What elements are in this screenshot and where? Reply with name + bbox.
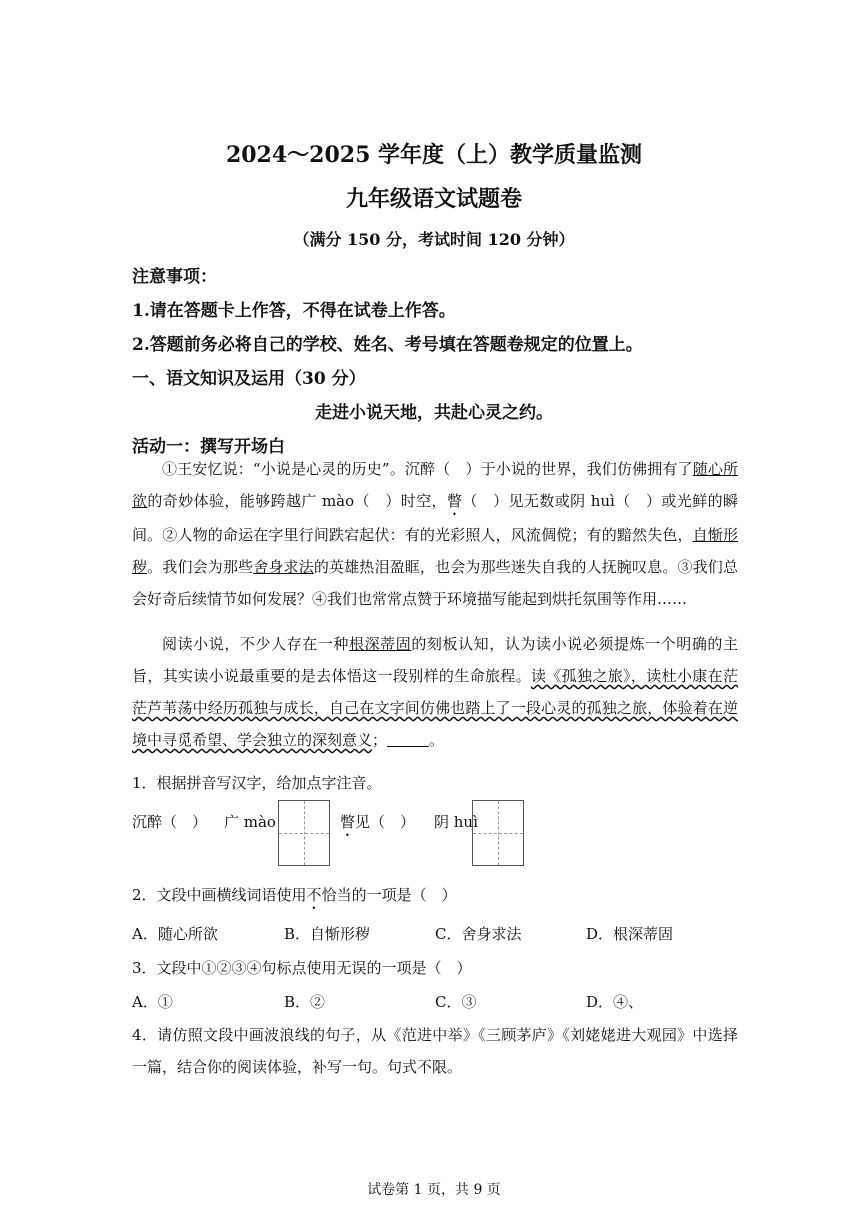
answer-blank[interactable] <box>387 731 429 747</box>
page-footer: 试卷第 1 页，共 9 页 <box>367 1182 501 1198</box>
q3-option-d[interactable]: D．④、 <box>586 993 644 1011</box>
q2-option-b[interactable]: B．自惭形秽 <box>284 925 371 943</box>
q3-option-c[interactable]: C．③ <box>435 993 477 1011</box>
notes-heading: 注意事项： <box>132 267 217 287</box>
q2-option-d[interactable]: D．根深蒂固 <box>586 925 674 943</box>
q2-option-a[interactable]: A．随心所欲 <box>132 925 218 943</box>
activity-heading: 活动一：撰写开场白 <box>132 437 285 457</box>
q3-option-b[interactable]: B．② <box>284 993 326 1011</box>
q1-a: 沉醉（ ） <box>132 813 208 831</box>
exam-title: 2024～2025 学年度（上）教学质量监测 <box>225 142 643 168</box>
exam-subtitle: 九年级语文试题卷 <box>345 186 522 212</box>
note-item-2: 2.答题前务必将自己的学校、姓名、考号填在答题卷规定的位置上。 <box>132 335 643 355</box>
q3-option-a[interactable]: A．① <box>132 993 173 1011</box>
passage-1: ①王安忆说：“小说是心灵的历史”。沉醉（ ）于小说的世界，我们仿佛拥有了随心所欲的奇妙体验，能够跨越广 mào（ ）时空，瞥（ ）见无数或阴 huì（ ）或光鲜的瞬间。②人物的命运在字里行间跌宕起伏：有的光彩照人，风流倜傥；有的黯然失色，自惭形秽。我们会为那些舍身求法的英雄热泪盈眶，也会为那些迷失自我的人抚腕叹息。③我们总会好奇后续情节如何发展？④我们也常常点赞于环境描写能起到烘托氛围等作用…… <box>132 460 738 608</box>
section-heading: 一、语文知识及运用（30 分） <box>132 369 366 389</box>
q3-stem: 3．文段中①②③④句标点使用无误的一项是（ ） <box>132 959 472 977</box>
note-item-1: 1.请在答题卡上作答，不得在试卷上作答。 <box>132 301 456 321</box>
exam-info: （满分 150 分，考试时间 120 分钟） <box>293 230 575 249</box>
q1-d: 阴 huì <box>434 813 478 831</box>
section-theme: 走进小说天地，共赴心灵之约。 <box>315 403 553 423</box>
q1-b: 广 mào <box>224 813 276 831</box>
passage-2: 阅读小说，不少人存在一种根深蒂固的刻板认知，认为读小说必须提炼一个明确的主旨，其实读小说最重要的是去体悟这一段别样的生命旅程。读《孤独之旅》，读杜小康在茫茫芦苇荡中经历孤独与成长，自己在文字间仿佛也踏上了一段心灵的孤独之旅，体验着在逆境中寻觅希望、学会独立的深刻意义； 。 <box>132 635 738 749</box>
q4-stem: 4．请仿照文段中画波浪线的句子，从《范进中举》《三顾茅庐》《刘姥姥进大观园》中选择一篇，结合你的阅读体验，补写一句。句式不限。 <box>132 1026 738 1076</box>
q2-stem: 2．文段中画横线词语使用不恰当的一项是（ ） <box>132 886 457 904</box>
q1-stem: 1．根据拼音写汉字，给加点字注音。 <box>132 774 382 792</box>
q2-option-c[interactable]: C．舍身求法 <box>435 925 522 943</box>
q1-c: 瞥见（ ） <box>340 813 416 831</box>
q1-box-mao[interactable] <box>278 800 330 866</box>
q1-box-hui[interactable] <box>472 800 524 866</box>
